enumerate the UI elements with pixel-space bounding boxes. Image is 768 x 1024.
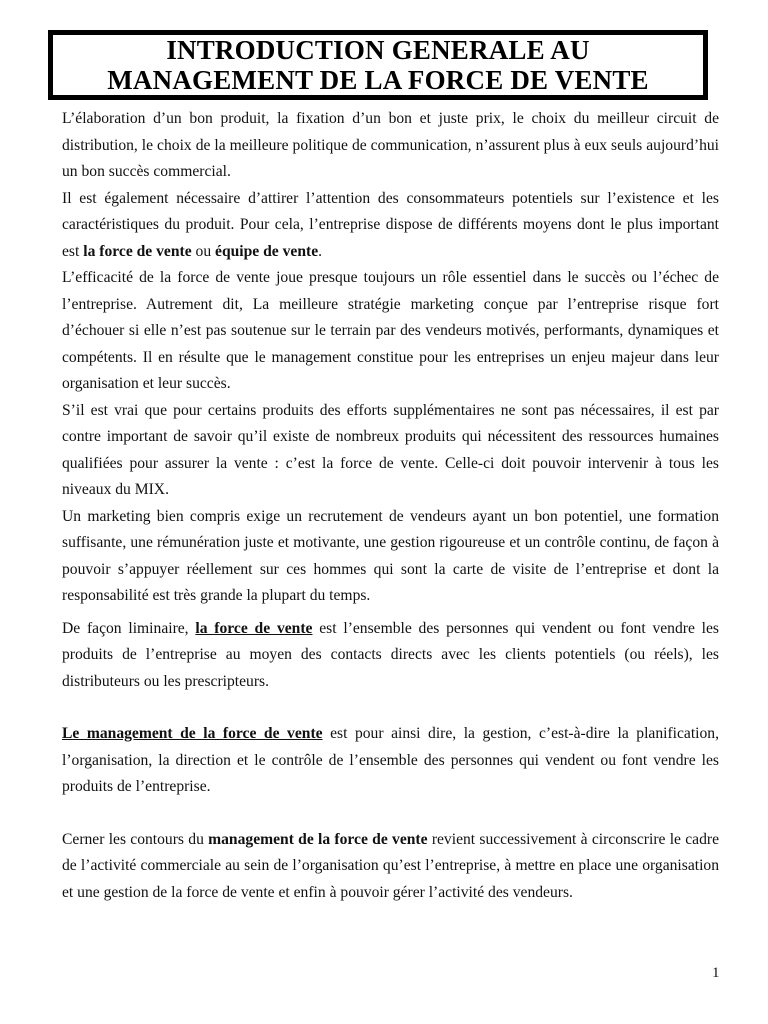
paragraph-1: L’élaboration d’un bon produit, la fixation d’un bon et juste prix, le choix du meilleur circuit de distribution, le choix de la meilleure politique de communication, n’assurent plus à eux seuls aujourd’hui un bon succès commercial. (62, 110, 719, 180)
paragraph-2-text-3: . (318, 242, 323, 260)
paragraph-7 (62, 721, 719, 801)
paragraph-6-text-2: est l’ensemble des personnes qui vendent ou font vendre les produits de l’entreprise au moyen des contacts directs avec les clients potentiels (ou réels), les distributeurs ou les prescripteurs. (62, 619, 719, 690)
paragraph-2-text-2: ou (191, 242, 216, 260)
paragraph-6-text-1: De façon liminaire, (62, 619, 196, 637)
paragraph-7-text-1: est pour ainsi dire, la gestion, c’est-à-dire la planification, l’organisation, la direction et le contrôle de l’ensemble des personnes qui vendent ou font vendre les produits de l’entreprise. (62, 725, 719, 795)
paragraph-8-bold-1: management de la force de vente (208, 830, 428, 848)
paragraph-2-text-1: Il est également nécessaire d’attirer l’attention des consommateurs potentiels sur l’existence et les caractéristiques du produit. Pour cela, l’entreprise dispose de différents moyens dont le plus important est (62, 189, 719, 260)
paragraph-6-bold-underlined: la force de vente (195, 619, 313, 637)
paragraph-5: Un marketing bien compris exige un recrutement de vendeurs ayant un bon potentiel, une formation suffisante, une rémunération juste et motivante, une gestion rigoureuse et un contrôle continu, de façon à pouvoir s’appuyer réellement sur ces hommes qui sont la carte de visite de l’entreprise et dont la responsabilité est très grande la plupart du temps. (62, 507, 719, 604)
paragraph-6 (62, 616, 719, 696)
title-line-2: MANAGEMENT DE LA FORCE DE VENTE (107, 65, 649, 95)
title-box (48, 30, 708, 100)
document-body (62, 106, 719, 906)
paragraph-2 (62, 186, 719, 266)
title-line-1: INTRODUCTION GENERALE AU (166, 35, 590, 65)
paragraph-2-bold-1: la force de vente (83, 242, 192, 260)
paragraph-8 (62, 827, 719, 907)
paragraph-8-text-2: revient successivement à circonscrire le cadre de l’activité commerciale au sein de l’organisation qu’est l’entreprise, à mettre en place une organisation et une gestion de la force de vente et enfin à pouvoir gérer l’activité des vendeurs. (62, 830, 719, 901)
paragraph-7-bold-underlined: Le management de la force de vente (62, 725, 323, 742)
paragraph-4: S’il est vrai que pour certains produits des efforts supplémentaires ne sont pas nécessaires, il est par contre important de savoir qu’il existe de nombreux produits qui nécessitent des ressources humaines qualifiées pour assurer la vente : c’est la force de vente. Celle-ci doit pouvoir intervenir à tous les niveaux du MIX. (62, 401, 719, 498)
paragraph-2-bold-2: équipe de vente (215, 242, 319, 260)
paragraph-3: L’efficacité de la force de vente joue presque toujours un rôle essentiel dans le succès ou l’échec de l’entreprise. Autrement dit, La meilleure stratégie marketing conçue par l’entreprise risque fort d’échouer si elle n’est pas soutenue sur le terrain par des vendeurs motivés, performants, dynamiques et compétents. Il en résulte que le management constitue pour les entreprises un enjeu majeur dans leur organisation et leur succès. (62, 269, 719, 392)
paragraph-8-text-1: Cerner les contours du (62, 830, 209, 848)
page-number: 1 (712, 965, 720, 981)
